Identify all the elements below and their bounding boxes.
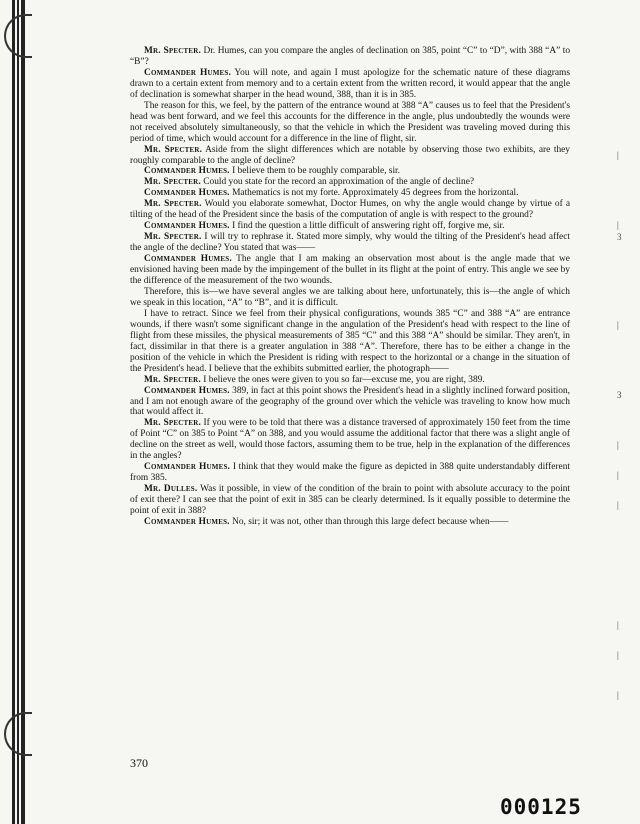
- transcript-paragraph: [130, 232, 570, 254]
- speaker-name: Commander Humes.: [144, 254, 232, 265]
- speaker-name: Commander Humes.: [144, 67, 232, 78]
- transcript-paragraph: [130, 254, 570, 287]
- paragraph-text: The reason for this, we feel, by the pattern of the entrance wound at 388 “A” causes us to feel that the President's head was bent forward, and we feel this accounts for the difference in the angle, plus undoubtedly the wounds were not received absolutely simultaneously, so that the vehicle in which the President was traveling moved during this period of time, which would account for a difference in the line of flight, sir.: [130, 100, 570, 144]
- speaker-name: Mr. Specter.: [144, 418, 202, 429]
- transcript-paragraph: [130, 462, 570, 484]
- transcript-paragraph: [130, 166, 570, 177]
- paragraph-text: I will try to rephrase it. Stated more simply, why would the tilting of the President's head affect the angle of the decline? You stated that was——: [130, 232, 570, 254]
- paragraph-text: Was it possible, in view of the condition of the brain to point with absolute accuracy to the point of exit there? I can see that the point of exit in 385 can be clearly determined. Is it equally possible to determine the point of exit in 388?: [130, 484, 570, 517]
- transcript-paragraph: [130, 145, 570, 167]
- transcript-paragraph: [130, 484, 570, 517]
- speaker-name: Mr. Specter.: [144, 177, 201, 188]
- speaker-name: Mr. Specter.: [144, 144, 203, 155]
- transcript-body: [130, 46, 570, 528]
- paragraph-text: The angle that I am making an observation most about is the angle made that we envisioned having been made by the impingement of the bullet in its flight at the point of entry. This angle we see by the difference of the measurement of the two wounds.: [130, 254, 570, 287]
- speaker-name: Commander Humes.: [144, 188, 230, 199]
- speaker-name: Commander Humes.: [144, 516, 230, 527]
- paragraph-text: You will note, and again I must apologize for the schematic nature of these diagrams drawn to a certain extent from memory and to a certain extent from the written record, it would appear that the angle of declination is somewhat sharper in the head wound, 388, than it is in 385.: [130, 67, 570, 100]
- transcript-paragraph: [130, 101, 570, 145]
- speaker-name: Commander Humes.: [144, 462, 231, 473]
- transcript-paragraph: [130, 517, 570, 528]
- speaker-name: Mr. Dulles.: [144, 484, 198, 495]
- speaker-name: Mr. Specter.: [144, 199, 202, 210]
- paragraph-text: I believe the ones were given to you so far—excuse me, you are right, 389.: [203, 374, 485, 385]
- paragraph-text: No, sir; it was not, other than through this large defect because when——: [232, 516, 509, 527]
- transcript-paragraph: [130, 287, 570, 309]
- punch-hole: [4, 14, 32, 58]
- transcript-paragraph: [130, 375, 570, 386]
- speaker-name: Mr. Specter.: [144, 46, 202, 56]
- transcript-paragraph: [130, 309, 570, 375]
- speaker-name: Mr. Specter.: [144, 232, 202, 243]
- paragraph-text: I find the question a little difficult of answering right off, forgive me, sir.: [232, 221, 505, 232]
- speaker-name: Commander Humes.: [144, 385, 230, 396]
- transcript-paragraph: [130, 68, 570, 101]
- transcript-paragraph: [130, 46, 570, 68]
- paragraph-text: I believe them to be roughly comparable, sir.: [232, 166, 400, 177]
- speaker-name: Mr. Specter.: [144, 374, 201, 385]
- paragraph-text: I have to retract. Since we feel from their physical configurations, wounds 385 “C” and 388 “A” are entrance wounds, if there wasn't some significant change in the angulation of the President's head with respect to the line of flight from these missiles, the physical measurements of 385 “C” and this 388 “A” should be similar. They aren't, in fact, dissimilar in that there is a greater angulation in 388 “A”. Therefore, there has to be either a change in the position of the vehicle in which the President is riding with respect to the horizontal or a change in the situation of the President's head. I believe that the exhibits submitted earlier, the photograph——: [130, 308, 570, 374]
- paragraph-text: 389, in fact at this point shows the President's head in a slightly inclined forward position, and I am not enough aware of the geography of the ground over which the vehicle was traveling to know how much that would affect it.: [130, 385, 570, 418]
- margin-marks: | | 3 | 3 | | | | | |: [617, 150, 622, 700]
- transcript-paragraph: [130, 418, 570, 462]
- paragraph-text: Aside from the slight differences which are notable by observing those two exhibits, are they roughly comparable to the angle of decline?: [130, 144, 570, 166]
- paragraph-text: I think that they would make the figure as depicted in 388 quite understandably different from 385.: [130, 462, 570, 484]
- document-stamp: 000125: [500, 795, 582, 819]
- transcript-paragraph: [130, 177, 570, 188]
- transcript-paragraph: [130, 386, 570, 419]
- speaker-name: Commander Humes.: [144, 221, 230, 232]
- transcript-paragraph: [130, 221, 570, 232]
- speaker-name: Commander Humes.: [144, 166, 230, 177]
- binding-strip: [12, 0, 26, 824]
- page-number: 370: [130, 756, 148, 770]
- paragraph-text: Therefore, this is—we have several angles we are talking about here, unfortunately, this is—the angle of which we speak in this location, “A” to “B”, and it is difficult.: [130, 286, 570, 308]
- paragraph-text: Could you state for the record an approximation of the angle of decline?: [203, 177, 475, 188]
- paragraph-text: Dr. Humes, can you compare the angles of declination on 385, point “C” to “D”, with 388 “A” to “B”?: [130, 46, 571, 67]
- paragraph-text: If you were to be told that there was a distance traversed of approximately 150 feet from the time of Point “C” on 385 to Point “A” on 388, and you would assume the additional factor that there was a slight angle of decline on the street as well, would those factors, assuming them to be true, help in the explanation of the differences in the angles?: [130, 418, 571, 462]
- paragraph-text: Would you elaborate somewhat, Doctor Humes, on why the angle would change by virtue of a tilting of the head of the President since the basis of the computation of angle is with respect to the ground?: [130, 199, 570, 221]
- transcript-paragraph: [130, 188, 570, 199]
- paragraph-text: Mathematics is not my forte. Approximately 45 degrees from the horizontal.: [232, 188, 519, 199]
- punch-hole: [4, 712, 32, 756]
- transcript-paragraph: [130, 199, 570, 221]
